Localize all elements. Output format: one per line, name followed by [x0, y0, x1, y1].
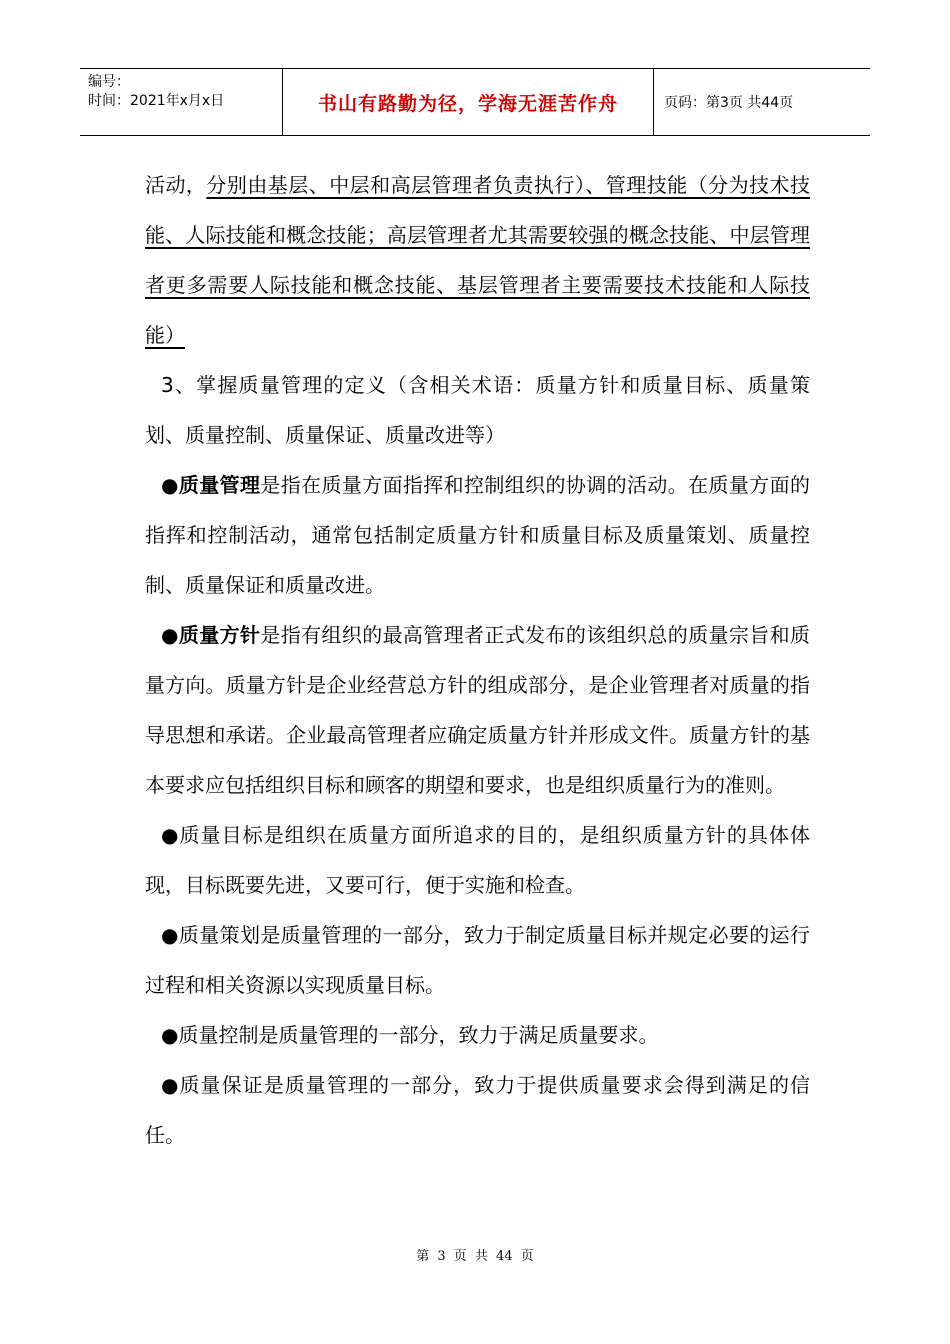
- paragraph-quality-policy: [145, 610, 810, 810]
- term-quality-management: 质量管理: [178, 473, 261, 497]
- paragraph-text: 是指有组织的最高管理者正式发布的该组织总的质量宗旨和质量方向。质量方针是企业经营总方针的组成部分，是企业管理者对质量的指导思想和承诺。企业最高管理者应确定质量方针并形成文件。质量方针的基本要求应包括组织目标和顾客的期望和要求，也是组织质量行为的准则。: [145, 623, 811, 797]
- paragraph-quality-management: [145, 460, 810, 610]
- document-number-label: 编号：: [88, 74, 130, 90]
- paragraph-management-skills: [145, 160, 810, 360]
- paragraph-text: 活动，: [145, 173, 207, 197]
- paragraph-quality-planning: ●质量策划是质量管理的一部分，致力于制定质量目标并规定必要的运行过程和相关资源以实现质量目标。: [145, 923, 810, 997]
- header-motto: 书山有路勤为径，学海无涯苦作舟: [283, 69, 654, 135]
- paragraph-quality-control: ●质量控制是质量管理的一部分，致力于满足质量要求。: [161, 1023, 659, 1047]
- page-header: [80, 68, 870, 136]
- section-heading-quality-management: 3、掌握质量管理的定义（含相关术语：质量方针和质量目标、质量策划、质量控制、质量保证、质量改进等）: [145, 373, 810, 447]
- paragraph-quality-objective: ●质量目标是组织在质量方面所追求的目的，是组织质量方针的具体体现，目标既要先进，又要可行，便于实施和检查。: [145, 823, 810, 897]
- header-page-label: 页码：第3页 共44页: [664, 95, 794, 111]
- header-info-cell: [80, 69, 283, 135]
- page-footer: 第 3 页 共 44 页: [416, 1249, 534, 1264]
- paragraph-quality-assurance: ●质量保证是质量管理的一部分，致力于提供质量要求会得到满足的信任。: [145, 1073, 810, 1147]
- underlined-text: 分别由基层、中层和高层管理者负责执行）、管理技能（分为技术技能、人际技能和概念技能；高层管理者尤其需要较强的概念技能、中层管理者更多需要人际技能和概念技能、基层管理者主要需要技术技能和人际技能）: [145, 173, 810, 347]
- document-body: [145, 160, 810, 1160]
- bullet-icon: ●: [161, 623, 179, 647]
- bullet-icon: ●: [161, 473, 179, 497]
- document-date-label: 时间：2021年x月x日: [88, 93, 225, 109]
- paragraph-text: 是指在质量方面指挥和控制组织的协调的活动。在质量方面的指挥和控制活动，通常包括制定质量方针和质量目标及质量策划、质量控制、质量保证和质量改进。: [145, 473, 811, 597]
- term-quality-policy: 质量方针: [178, 623, 261, 647]
